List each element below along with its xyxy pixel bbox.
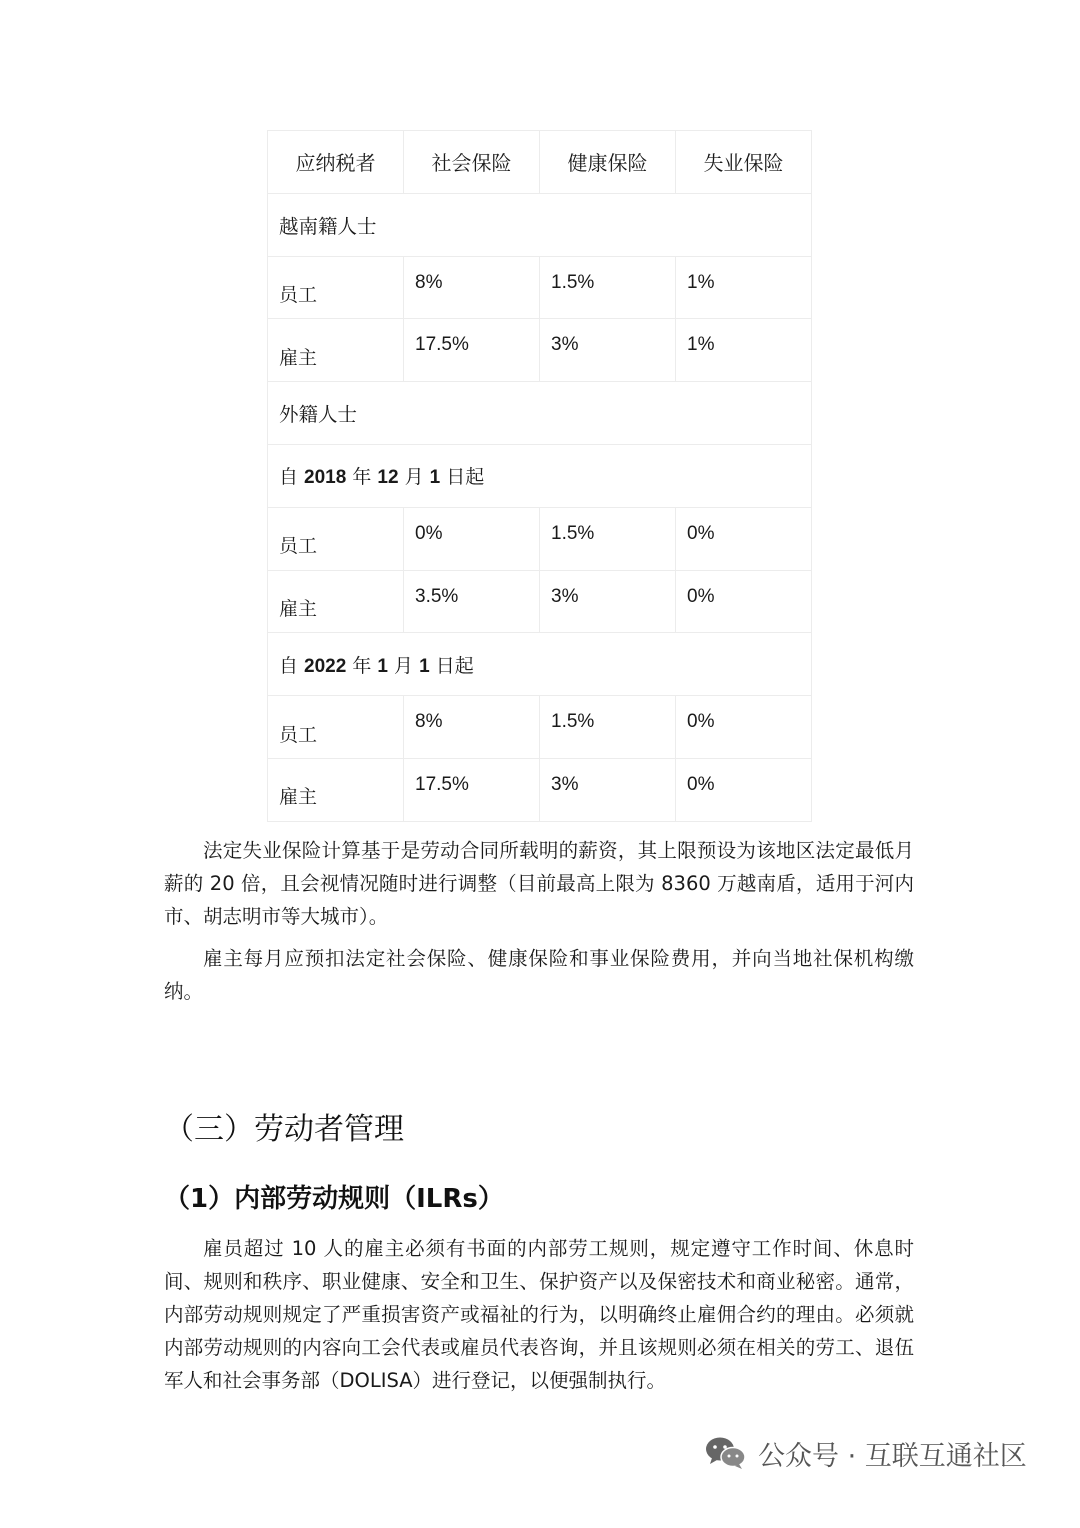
watermark-text: 公众号 · 互联互通社区 <box>758 1440 1027 1472</box>
row-label: 雇主 <box>268 570 404 633</box>
period-month-unit: 月 <box>388 654 420 677</box>
period-label <box>268 444 812 507</box>
unemployment-rate: 0% <box>676 758 812 821</box>
section-label: 外籍人士 <box>268 382 812 445</box>
health-rate: 3% <box>540 570 676 633</box>
row-label: 员工 <box>268 256 404 319</box>
period-suffix: 日起 <box>440 466 485 489</box>
social-rate: 17.5% <box>404 758 540 821</box>
unemployment-rate: 0% <box>676 570 812 633</box>
social-rate: 0% <box>404 507 540 570</box>
social-rate: 3.5% <box>404 570 540 633</box>
period-prefix: 自 <box>279 654 305 677</box>
watermark <box>704 1430 1027 1476</box>
period-prefix: 自 <box>279 466 305 489</box>
period-day: 1 <box>429 467 441 489</box>
unemployment-rate: 1% <box>676 256 812 319</box>
period-year-unit: 年 <box>346 654 378 677</box>
row-label: 员工 <box>268 696 404 759</box>
section-row-foreign <box>268 382 812 445</box>
header-health-insurance: 健康保险 <box>540 131 676 194</box>
health-rate: 1.5% <box>540 256 676 319</box>
paragraph-employer-withholding: 雇主每月应预扣法定社会保险、健康保险和事业保险费用，并向当地社保机构缴纳。 <box>164 947 914 1003</box>
section-row-vietnamese <box>268 193 812 256</box>
table-row <box>268 256 812 319</box>
row-label: 雇主 <box>268 319 404 382</box>
insurance-rate-table <box>267 130 812 822</box>
period-row-2022 <box>268 633 812 696</box>
paragraph-unemployment-cap: 法定失业保险计算基于是劳动合同所载明的薪资，其上限预设为该地区法定最低月薪的 20 倍，且会视情况随时进行调整（目前最高上限为 8360 万越南盾，适用于河内市、胡志明市等大城市）。 <box>164 839 914 928</box>
period-month-unit: 月 <box>398 466 430 489</box>
period-suffix: 日起 <box>429 654 474 677</box>
social-rate: 17.5% <box>404 319 540 382</box>
period-month: 12 <box>377 467 399 489</box>
health-rate: 1.5% <box>540 696 676 759</box>
unemployment-rate: 1% <box>676 319 812 382</box>
paragraph-internal-labor-rules: 雇员超过 10 人的雇主必须有书面的内部劳工规则，规定遵守工作时间、休息时间、规则和秩序、职业健康、安全和卫生、保护资产以及保密技术和商业秘密。通常，内部劳动规则规定了严重损害资产或福祉的行为，以明确终止雇佣合约的理由。必须就内部劳动规则的内容向工会代表或雇员代表咨询，并且该规则必须在相关的劳工、退伍军人和社会事务部（DOLISA）进行登记，以便强制执行。 <box>164 1237 914 1392</box>
social-rate: 8% <box>404 256 540 319</box>
period-day: 1 <box>419 655 430 677</box>
social-rate: 8% <box>404 696 540 759</box>
row-label: 员工 <box>268 507 404 570</box>
period-label <box>268 633 812 696</box>
header-taxpayer: 应纳税者 <box>268 131 404 194</box>
health-rate: 1.5% <box>540 507 676 570</box>
table-row <box>268 570 812 633</box>
wechat-icon <box>704 1435 748 1471</box>
section-heading: （三）劳动者管理 <box>164 1112 404 1147</box>
subsection-heading: （1）内部劳动规则（ILRs） <box>164 1184 504 1214</box>
row-label: 雇主 <box>268 758 404 821</box>
section-label: 越南籍人士 <box>268 193 812 256</box>
period-year-unit: 年 <box>346 466 378 489</box>
period-row-2018 <box>268 444 812 507</box>
table-row <box>268 696 812 759</box>
table-row <box>268 319 812 382</box>
unemployment-rate: 0% <box>676 507 812 570</box>
table-header-row <box>268 131 812 194</box>
health-rate: 3% <box>540 319 676 382</box>
period-year: 2018 <box>304 467 347 489</box>
period-month: 1 <box>377 655 388 677</box>
health-rate: 3% <box>540 758 676 821</box>
header-social-insurance: 社会保险 <box>404 131 540 194</box>
table-row <box>268 507 812 570</box>
unemployment-rate: 0% <box>676 696 812 759</box>
header-unemployment-insurance: 失业保险 <box>676 131 812 194</box>
period-year: 2022 <box>304 655 347 677</box>
table-row <box>268 758 812 821</box>
